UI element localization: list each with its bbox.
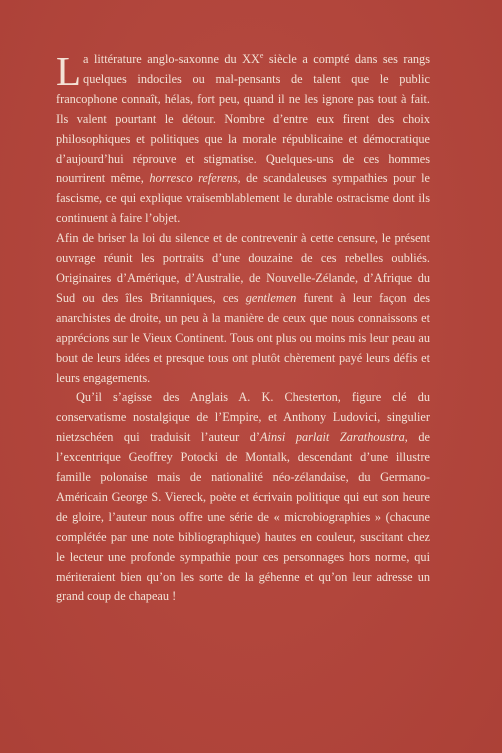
paragraph-3-italic: Ainsi parlait Zarathoustra — [260, 430, 405, 445]
paragraph-3-part-a: Qu’il s’agisse des Anglais A. K. Chesterton, figure clé du conservatisme nostalgique de l’Empire, et Anthony Ludovici, singulier nietzschéen qui traduisit l’auteur d’ — [56, 390, 430, 445]
paragraph-2-part-b: furent à leur façon des anarchistes de droite, un peu à la manière de ceux que nous connaissons et apprécions sur le Vieux Continent. Tous ont plus ou moins mis leur peau au bout de leurs idées et presque tous ont plutôt chèrement payé leurs défis et leurs engagements. — [56, 290, 430, 385]
drop-cap: L — [56, 48, 82, 94]
paragraph-1-part-a: a littérature anglo-saxonne du XX — [83, 52, 260, 66]
paragraph-2-part-a: Afin de briser la loi du silence et de contrevenir à cette censure, le présent ouvrage réunit les portraits d’une douzaine de ces rebelles oubliés. Originaires d’Amérique, d’Australie, de Nouvelle-Zélande, d’Afrique du Sud ou des îles Britanniques, ces — [56, 231, 430, 305]
paragraph-1-part-c: , de scandaleuses sympathies pour le fascisme, ce qui explique vraisemblablement le durable ostracisme dont ils continuent à faire l’objet. — [56, 171, 431, 226]
paragraph-3-part-b: , de l’excentrique Geoffrey Potocki de Montalk, descendant d’une illustre famille polonaise mais de nationalité néo-zélandaise, du Germano-Américain George S. Viereck, poète et écrivain politique qui eut son heure de gloire, l’auteur nous offre une série de « microbiographies » (chacune complétée par une note bibliographique) hautes en couleur, suscitant chez le lecteur une profonde sympathie pour ces personnages hors norme, qui mériteraient bien qu’on les sorte de la géhenne et qu’on leur adresse un grand coup de chapeau ! — [56, 430, 431, 604]
paragraph-1-part-b: siècle a compté dans ses rangs quelques indociles ou mal-pensants de talent que le public francophone connaît, hélas, fort peu, quand il ne les ignore pas tout à fait. Ils valent pourtant le détour. Nombre d’entre eux firent des choix philosophiques et politiques que la morale républicaine et démocratique d’aujourd’hui réprouve et stigmatise. Quelques-uns de ces hommes nourrirent même, — [56, 52, 430, 186]
paragraph-2-italic: gentlemen — [245, 290, 297, 305]
blurb-text — [56, 50, 430, 607]
paragraph-1 — [56, 50, 430, 229]
superscript: e — [259, 50, 264, 60]
paragraph-1-italic: horresco referens — [149, 171, 238, 186]
paragraph-3 — [56, 388, 430, 607]
paragraph-2 — [56, 229, 430, 388]
